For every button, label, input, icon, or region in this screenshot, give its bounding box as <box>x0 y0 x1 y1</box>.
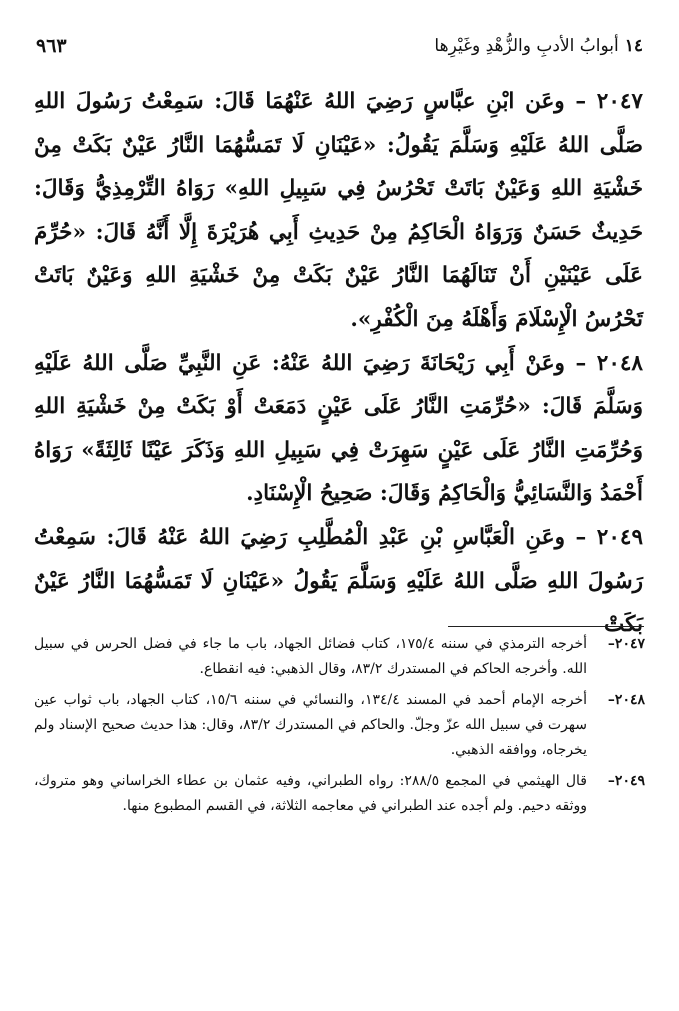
hadith-2049 <box>34 516 643 647</box>
hadith-2048 <box>34 342 643 516</box>
footnote-text: قال الهيثمي في المجمع ٢٨٨/٥: رواه الطبراني، وفيه عثمان بن عطاء الخراساني وهو متروك، ووثقه دحيم. ولم أجده عند الطبراني في معاجمه الثلاثة، في القسم المطبوع منها. <box>34 773 587 814</box>
hadith-text: – وعَنْ أَبِي رَيْحَانَةَ رَضِيَ اللهُ عَنْهُ: عَنِ النَّبِيِّ صَلَّى اللهُ عَلَيْهِ وَسَلَّمَ قَالَ: «حُرِّمَتِ النَّارُ عَلَى عَيْنٍ دَمَعَتْ أَوْ بَكَتْ مِنْ خَشْيَةِ اللهِ وَحُرِّمَتِ النَّارُ عَلَى عَيْنٍ سَهِرَتْ فِي سَبِيلِ اللهِ وَذَكَرَ عَيْنًا ثَالِثَةً» رَوَاهُ أَحْمَدُ وَالنَّسَائِيُّ وَالْحَاكِمُ وَقَالَ: صَحِيحُ الْإِسْنَادِ. <box>34 350 643 507</box>
hadith-2047 <box>34 80 643 342</box>
chapter-title: أبوابُ الأدبِ والزُّهْدِ وغَيْرِها <box>434 36 619 56</box>
footnotes <box>34 632 645 825</box>
chapter-number: ١٤ <box>624 36 643 56</box>
hadith-number: ٢٠٤٨ <box>596 350 643 376</box>
footnote-separator <box>448 626 644 627</box>
footnote-2048 <box>34 688 645 763</box>
hadith-number: ٢٠٤٩ <box>596 524 643 550</box>
page-header <box>36 30 643 62</box>
hadith-text: – وعَن ابْنِ عبَّاسٍ رَضِيَ اللهُ عَنْهُمَا قَالَ: سَمِعْتُ رَسُولَ اللهِ صَلَّى اللهُ عَلَيْهِ وَسَلَّمَ يَقُولُ: «عَيْنَانِ لَا تَمَسُّهُمَا النَّارُ عَيْنٌ بَكَتْ مِنْ خَشْيَةِ اللهِ وَعَيْنٌ بَاتَتْ تَحْرُسُ فِي سَبِيلِ اللهِ» رَوَاهُ التِّرْمِذِيُّ وَقَالَ: حَدِيثٌ حَسَنٌ وَرَوَاهُ الْحَاكِمُ مِنْ حَدِيثِ أَبِي هُرَيْرَةَ إِلَّا أَنَّهُ قَالَ: «حُرِّمَ عَلَى عَيْنَيْنِ أَنْ تَنَالَهُمَا النَّارُ عَيْنٌ بَكَتْ مِنْ خَشْيَةِ اللهِ وَعَيْنٌ بَاتَتْ تَحْرُسُ الْإِسْلَامَ وَأَهْلَهُ مِنَ الْكُفْرِ». <box>34 89 643 332</box>
footnote-number: ٢٠٤٩– <box>607 773 645 789</box>
footnote-text: أخرجه الترمذي في سننه ١٧٥/٤، كتاب فضائل الجهاد، باب ما جاء في فضل الحرس في سبيل الله. وأخرجه الحاكم في المستدرك ٨٣/٢، وقال الذهبي: فيه انقطاع. <box>34 636 588 677</box>
footnote-number: ٢٠٤٨– <box>607 692 645 708</box>
footnote-number: ٢٠٤٧– <box>607 636 645 652</box>
footnote-2047 <box>34 632 645 682</box>
hadith-number: ٢٠٤٧ <box>596 89 643 114</box>
page-number: ٩٦٣ <box>36 35 67 57</box>
hadith-text: – وعَنِ الْعَبَّاسِ بْنِ عَبْدِ الْمُطَّلِبِ رَضِيَ اللهُ عَنْهُ قَالَ: سَمِعْتُ رَسُولَ اللهِ صَلَّى اللهُ عَلَيْهِ وَسَلَّمَ يَقُولُ «عَيْنَانِ لَا تَمَسُّهُمَا النَّارُ عَيْنٌ بَكَتْ <box>34 524 643 638</box>
footnote-2049 <box>34 769 645 819</box>
footnote-text: أخرجه الإمام أحمد في المسند ١٣٤/٤، والنسائي في سننه ١٥/٦، كتاب الجهاد، باب ثواب عين سهرت في سبيل الله عزّ وجلّ. والحاكم في المستدرك ٨٣/٢، وقال: هذا حديث صحيح الإسناد ولم يخرجاه، ووافقه الذهبي. <box>34 692 587 758</box>
main-text <box>34 80 643 647</box>
